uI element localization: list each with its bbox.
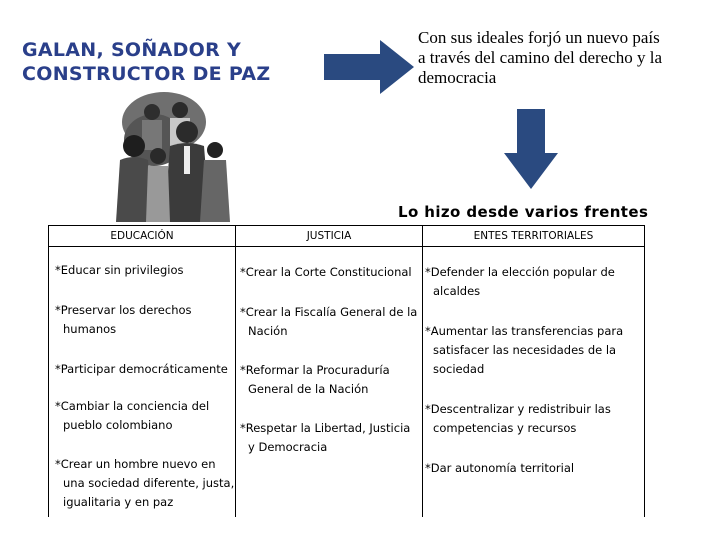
list-item: *Crear la Fiscalía General de la Nación — [240, 305, 418, 338]
list-item: *Participar democráticamente — [55, 362, 228, 376]
list-item: *Cambiar la conciencia del pueblo colombiano — [55, 399, 210, 432]
column-educacion — [49, 247, 236, 518]
list-item: *Preservar los derechos humanos — [55, 303, 192, 336]
list-item: *Dar autonomía territorial — [425, 461, 575, 475]
header-educacion: EDUCACIÓN — [49, 226, 236, 247]
list-item: *Reformar la Procuraduría General de la Nación — [240, 363, 390, 396]
list-item: *Crear la Corte Constitucional — [240, 265, 412, 279]
list-item: *Defender la elección popular de alcaldes — [425, 265, 615, 298]
column-justicia — [236, 247, 423, 518]
arrow-down-icon — [502, 107, 560, 191]
title-line-2: CONSTRUCTOR DE PAZ — [22, 63, 271, 85]
list-item: *Educar sin privilegios — [55, 263, 184, 277]
list-item: *Respetar la Libertad, Justicia y Democracia — [240, 421, 411, 454]
arrow-right-icon — [322, 38, 416, 96]
list-item: *Descentralizar y redistribuir las competencias y recursos — [425, 402, 611, 435]
header-entes-territoriales: ENTES TERRITORIALES — [423, 226, 645, 247]
quote-line-1: Con sus ideales forjó un nuevo país — [418, 28, 660, 47]
list-item: *Crear un hombre nuevo en una sociedad diferente, justa, igualitaria y en paz — [55, 457, 235, 509]
page-title — [22, 38, 322, 86]
quote-line-3: democracia — [418, 68, 497, 87]
quote-line-2: a través del camino del derecho y la — [418, 48, 663, 67]
quote-text — [418, 28, 718, 88]
fronts-table — [48, 225, 645, 517]
subtitle: Lo hizo desde varios frentes — [398, 203, 649, 221]
column-entes-territoriales — [423, 247, 645, 518]
family-photo — [112, 92, 312, 222]
header-justicia: JUSTICIA — [236, 226, 423, 247]
list-item: *Aumentar las transferencias para satisfacer las necesidades de la sociedad — [425, 324, 624, 376]
title-line-1: GALAN, SOÑADOR Y — [22, 39, 242, 61]
